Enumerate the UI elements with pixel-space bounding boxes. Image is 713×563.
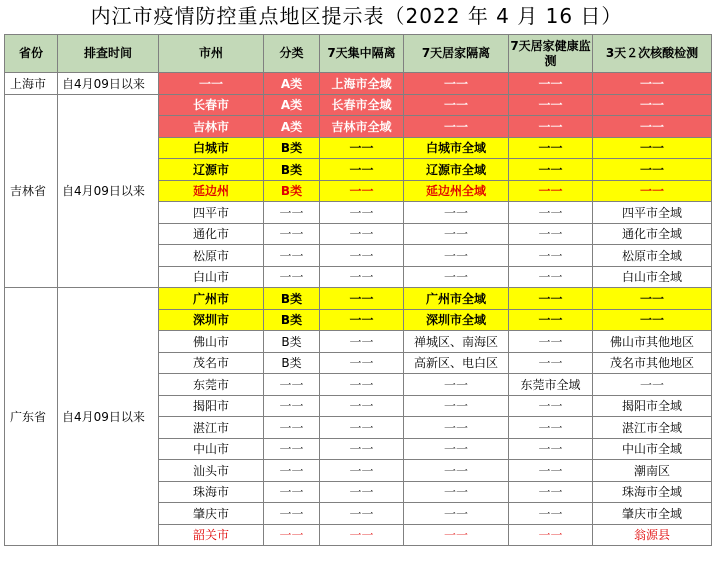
nucleic-test-cell: 一一 xyxy=(593,180,712,202)
home-health-monitoring-cell: 一一 xyxy=(509,180,593,202)
header-check-time: 排查时间 xyxy=(58,35,159,73)
nucleic-test-cell: 一一 xyxy=(593,94,712,116)
city-cell: 吉林市 xyxy=(159,116,264,138)
city-cell: 揭阳市 xyxy=(159,395,264,417)
city-cell: 茂名市 xyxy=(159,352,264,374)
city-cell: 肇庆市 xyxy=(159,503,264,525)
category-cell: 一一 xyxy=(264,438,320,460)
home-health-monitoring-cell: 一一 xyxy=(509,73,593,95)
check-time-cell: 自4月09日以来 xyxy=(58,73,159,95)
home-health-monitoring-cell: 一一 xyxy=(509,266,593,288)
nucleic-test-cell: 一一 xyxy=(593,288,712,310)
category-cell: B类 xyxy=(264,137,320,159)
nucleic-test-cell: 一一 xyxy=(593,137,712,159)
centralized-quarantine-cell: 长春市全域 xyxy=(320,94,404,116)
table-row xyxy=(5,73,712,95)
nucleic-test-cell: 佛山市其他地区 xyxy=(593,331,712,353)
home-quarantine-cell: 延边州全域 xyxy=(404,180,509,202)
header-home-health-monitoring: 7天居家健康监测 xyxy=(509,35,593,73)
home-quarantine-cell: 一一 xyxy=(404,481,509,503)
home-health-monitoring-cell: 一一 xyxy=(509,417,593,439)
nucleic-test-cell: 翁源县 xyxy=(593,524,712,546)
table-row xyxy=(5,94,712,116)
category-cell: 一一 xyxy=(264,395,320,417)
home-quarantine-cell: 一一 xyxy=(404,116,509,138)
city-cell: 东莞市 xyxy=(159,374,264,396)
nucleic-test-cell: 松原市全域 xyxy=(593,245,712,267)
nucleic-test-cell: 四平市全域 xyxy=(593,202,712,224)
category-cell: B类 xyxy=(264,180,320,202)
centralized-quarantine-cell: 一一 xyxy=(320,374,404,396)
nucleic-test-cell: 一一 xyxy=(593,374,712,396)
home-health-monitoring-cell: 一一 xyxy=(509,223,593,245)
header-home-quarantine: 7天居家隔离 xyxy=(404,35,509,73)
category-cell: 一一 xyxy=(264,460,320,482)
centralized-quarantine-cell: 一一 xyxy=(320,288,404,310)
city-cell: 一一 xyxy=(159,73,264,95)
page-title: 内江市疫情防控重点地区提示表（2022 年 4 月 16 日） xyxy=(90,4,623,28)
nucleic-test-cell: 通化市全域 xyxy=(593,223,712,245)
home-health-monitoring-cell: 一一 xyxy=(509,137,593,159)
city-cell: 通化市 xyxy=(159,223,264,245)
key-areas-table xyxy=(4,34,712,546)
home-health-monitoring-cell: 一一 xyxy=(509,288,593,310)
home-health-monitoring-cell: 一一 xyxy=(509,245,593,267)
nucleic-test-cell: 潮南区 xyxy=(593,460,712,482)
city-cell: 深圳市 xyxy=(159,309,264,331)
category-cell: A类 xyxy=(264,73,320,95)
nucleic-test-cell: 一一 xyxy=(593,73,712,95)
home-health-monitoring-cell: 一一 xyxy=(509,309,593,331)
centralized-quarantine-cell: 一一 xyxy=(320,309,404,331)
nucleic-test-cell: 一一 xyxy=(593,116,712,138)
centralized-quarantine-cell: 一一 xyxy=(320,331,404,353)
nucleic-test-cell: 珠海市全域 xyxy=(593,481,712,503)
home-quarantine-cell: 一一 xyxy=(404,94,509,116)
city-cell: 广州市 xyxy=(159,288,264,310)
home-health-monitoring-cell: 一一 xyxy=(509,116,593,138)
home-health-monitoring-cell: 东莞市全域 xyxy=(509,374,593,396)
city-cell: 中山市 xyxy=(159,438,264,460)
header-category: 分类 xyxy=(264,35,320,73)
centralized-quarantine-cell: 吉林市全域 xyxy=(320,116,404,138)
category-cell: A类 xyxy=(264,116,320,138)
home-quarantine-cell: 一一 xyxy=(404,202,509,224)
home-quarantine-cell: 一一 xyxy=(404,73,509,95)
centralized-quarantine-cell: 一一 xyxy=(320,352,404,374)
centralized-quarantine-cell: 一一 xyxy=(320,395,404,417)
category-cell: 一一 xyxy=(264,266,320,288)
category-cell: 一一 xyxy=(264,245,320,267)
nucleic-test-cell: 中山市全域 xyxy=(593,438,712,460)
home-quarantine-cell: 白城市全域 xyxy=(404,137,509,159)
category-cell: 一一 xyxy=(264,481,320,503)
city-cell: 延边州 xyxy=(159,180,264,202)
city-cell: 韶关市 xyxy=(159,524,264,546)
category-cell: A类 xyxy=(264,94,320,116)
home-quarantine-cell: 高新区、电白区 xyxy=(404,352,509,374)
home-quarantine-cell: 广州市全域 xyxy=(404,288,509,310)
city-cell: 白城市 xyxy=(159,137,264,159)
table-row xyxy=(5,288,712,310)
centralized-quarantine-cell: 一一 xyxy=(320,524,404,546)
home-health-monitoring-cell: 一一 xyxy=(509,438,593,460)
category-cell: 一一 xyxy=(264,417,320,439)
header-city: 市州 xyxy=(159,35,264,73)
home-quarantine-cell: 一一 xyxy=(404,524,509,546)
home-health-monitoring-cell: 一一 xyxy=(509,352,593,374)
home-health-monitoring-cell: 一一 xyxy=(509,503,593,525)
city-cell: 汕头市 xyxy=(159,460,264,482)
home-quarantine-cell: 禅城区、南海区 xyxy=(404,331,509,353)
home-quarantine-cell: 深圳市全域 xyxy=(404,309,509,331)
check-time-cell: 自4月09日以来 xyxy=(58,94,159,288)
home-health-monitoring-cell: 一一 xyxy=(509,524,593,546)
city-cell: 辽源市 xyxy=(159,159,264,181)
nucleic-test-cell: 一一 xyxy=(593,309,712,331)
nucleic-test-cell: 揭阳市全域 xyxy=(593,395,712,417)
category-cell: B类 xyxy=(264,331,320,353)
home-quarantine-cell: 一一 xyxy=(404,395,509,417)
centralized-quarantine-cell: 一一 xyxy=(320,159,404,181)
city-cell: 珠海市 xyxy=(159,481,264,503)
table-header-row xyxy=(5,35,712,73)
category-cell: 一一 xyxy=(264,202,320,224)
home-quarantine-cell: 一一 xyxy=(404,438,509,460)
centralized-quarantine-cell: 一一 xyxy=(320,223,404,245)
home-health-monitoring-cell: 一一 xyxy=(509,202,593,224)
home-quarantine-cell: 一一 xyxy=(404,223,509,245)
home-health-monitoring-cell: 一一 xyxy=(509,395,593,417)
category-cell: 一一 xyxy=(264,374,320,396)
city-cell: 松原市 xyxy=(159,245,264,267)
centralized-quarantine-cell: 一一 xyxy=(320,460,404,482)
centralized-quarantine-cell: 一一 xyxy=(320,266,404,288)
home-quarantine-cell: 一一 xyxy=(404,245,509,267)
header-centralized-quarantine: 7天集中隔离 xyxy=(320,35,404,73)
check-time-cell: 自4月09日以来 xyxy=(58,288,159,546)
category-cell: 一一 xyxy=(264,524,320,546)
nucleic-test-cell: 白山市全域 xyxy=(593,266,712,288)
home-health-monitoring-cell: 一一 xyxy=(509,159,593,181)
category-cell: B类 xyxy=(264,352,320,374)
category-cell: 一一 xyxy=(264,503,320,525)
category-cell: B类 xyxy=(264,159,320,181)
centralized-quarantine-cell: 一一 xyxy=(320,481,404,503)
header-province: 省份 xyxy=(5,35,58,73)
home-health-monitoring-cell: 一一 xyxy=(509,94,593,116)
home-quarantine-cell: 一一 xyxy=(404,417,509,439)
nucleic-test-cell: 一一 xyxy=(593,159,712,181)
city-cell: 长春市 xyxy=(159,94,264,116)
category-cell: B类 xyxy=(264,309,320,331)
home-quarantine-cell: 一一 xyxy=(404,374,509,396)
home-quarantine-cell: 一一 xyxy=(404,503,509,525)
centralized-quarantine-cell: 上海市全域 xyxy=(320,73,404,95)
table-body xyxy=(5,73,712,546)
header-nucleic-test: 3天２次核酸检测 xyxy=(593,35,712,73)
city-cell: 湛江市 xyxy=(159,417,264,439)
centralized-quarantine-cell: 一一 xyxy=(320,417,404,439)
centralized-quarantine-cell: 一一 xyxy=(320,503,404,525)
centralized-quarantine-cell: 一一 xyxy=(320,438,404,460)
home-health-monitoring-cell: 一一 xyxy=(509,481,593,503)
province-cell: 上海市 xyxy=(5,73,58,95)
city-cell: 四平市 xyxy=(159,202,264,224)
centralized-quarantine-cell: 一一 xyxy=(320,245,404,267)
city-cell: 佛山市 xyxy=(159,331,264,353)
city-cell: 白山市 xyxy=(159,266,264,288)
province-cell: 吉林省 xyxy=(5,94,58,288)
nucleic-test-cell: 肇庆市全域 xyxy=(593,503,712,525)
home-health-monitoring-cell: 一一 xyxy=(509,460,593,482)
centralized-quarantine-cell: 一一 xyxy=(320,180,404,202)
home-quarantine-cell: 一一 xyxy=(404,460,509,482)
home-quarantine-cell: 辽源市全域 xyxy=(404,159,509,181)
category-cell: 一一 xyxy=(264,223,320,245)
nucleic-test-cell: 湛江市全域 xyxy=(593,417,712,439)
home-quarantine-cell: 一一 xyxy=(404,266,509,288)
province-cell: 广东省 xyxy=(5,288,58,546)
nucleic-test-cell: 茂名市其他地区 xyxy=(593,352,712,374)
home-health-monitoring-cell: 一一 xyxy=(509,331,593,353)
centralized-quarantine-cell: 一一 xyxy=(320,137,404,159)
category-cell: B类 xyxy=(264,288,320,310)
centralized-quarantine-cell: 一一 xyxy=(320,202,404,224)
